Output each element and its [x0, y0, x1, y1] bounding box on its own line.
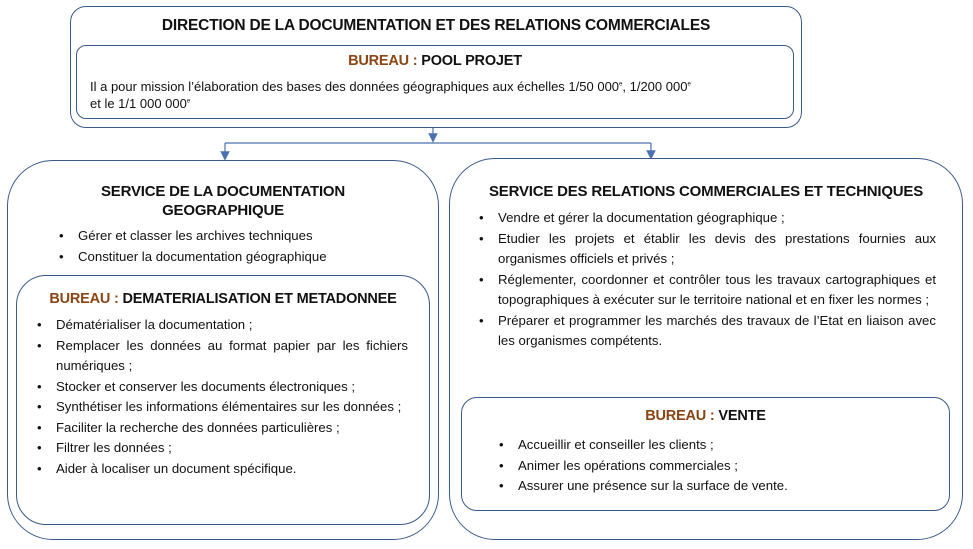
list-item: • Gérer et classer les archives techniques: [56, 226, 416, 247]
list-item: • Filtrer les données ;: [34, 438, 408, 459]
bureau-name: POOL PROJET: [421, 53, 522, 69]
bureau-vente-title: [461, 407, 950, 426]
list-item: • Etudier les projets et établir les devis des prestations fournies aux organismes officiels et privés ;: [476, 229, 936, 270]
list-item: • Assurer une présence sur la surface de vente.: [496, 476, 936, 497]
superscript-e: e: [687, 81, 691, 88]
list-item: • Stocker et conserver les documents électroniques ;: [34, 377, 408, 398]
pool-projet-mission: Il a pour mission l’élaboration des bases des données géographiques aux échelles 1/50 000e, 1/200 000e et le 1/1 000 000e: [90, 79, 691, 111]
list-item: • Accueillir et conseiller les clients ;: [496, 435, 936, 456]
list-item: • Faciliter la recherche des données particulières ;: [34, 418, 408, 439]
direction-title: DIRECTION DE LA DOCUMENTATION ET DES RELATIONS COMMERCIALES: [161, 17, 711, 34]
list-item: • Remplacer les données au format papier par les fichiers numériques ;: [34, 336, 408, 377]
list-item: • Dématérialiser la documentation ;: [34, 315, 408, 336]
bureau-label: BUREAU :: [49, 291, 119, 307]
list-item: • Vendre et gérer la documentation géographique ;: [476, 208, 936, 229]
list-item: • Préparer et programmer les marchés des travaux de l’Etat en liaison avec les organismes compétents.: [476, 311, 936, 352]
bureau-dematerialisation-list: [34, 315, 408, 479]
list-item: • Animer les opérations commerciales ;: [496, 456, 936, 477]
list-item: • Réglementer, coordonner et contrôler tous les travaux cartographiques et topographiques à exécuter sur le territoire national et en fixer les normes ;: [476, 270, 936, 311]
list-item: • Constituer la documentation géographique: [56, 247, 416, 268]
bureau-label: BUREAU :: [645, 408, 715, 424]
bureau-vente-list: [496, 435, 936, 497]
service-relations-title: SERVICE DES RELATIONS COMMERCIALES ET TECHNIQUES: [488, 183, 924, 200]
service-relations-list: [476, 208, 936, 352]
bureau-label: BUREAU :: [348, 53, 418, 69]
service-documentation-list: [56, 226, 416, 267]
list-item: • Synthétiser les informations élémentaires sur les données ;: [34, 397, 408, 418]
bureau-name: VENTE: [718, 408, 766, 424]
bureau-name: DEMATERIALISATION ET METADONNEE: [122, 291, 397, 307]
superscript-e: e: [619, 81, 623, 88]
list-item: • Aider à localiser un document spécifique.: [34, 459, 408, 480]
service-documentation-title: SERVICE DE LA DOCUMENTATION GEOGRAPHIQUE: [100, 183, 346, 219]
superscript-e: e: [186, 98, 191, 105]
bureau-pool-projet-title: [76, 52, 794, 71]
bureau-dematerialisation-title: [16, 290, 430, 309]
